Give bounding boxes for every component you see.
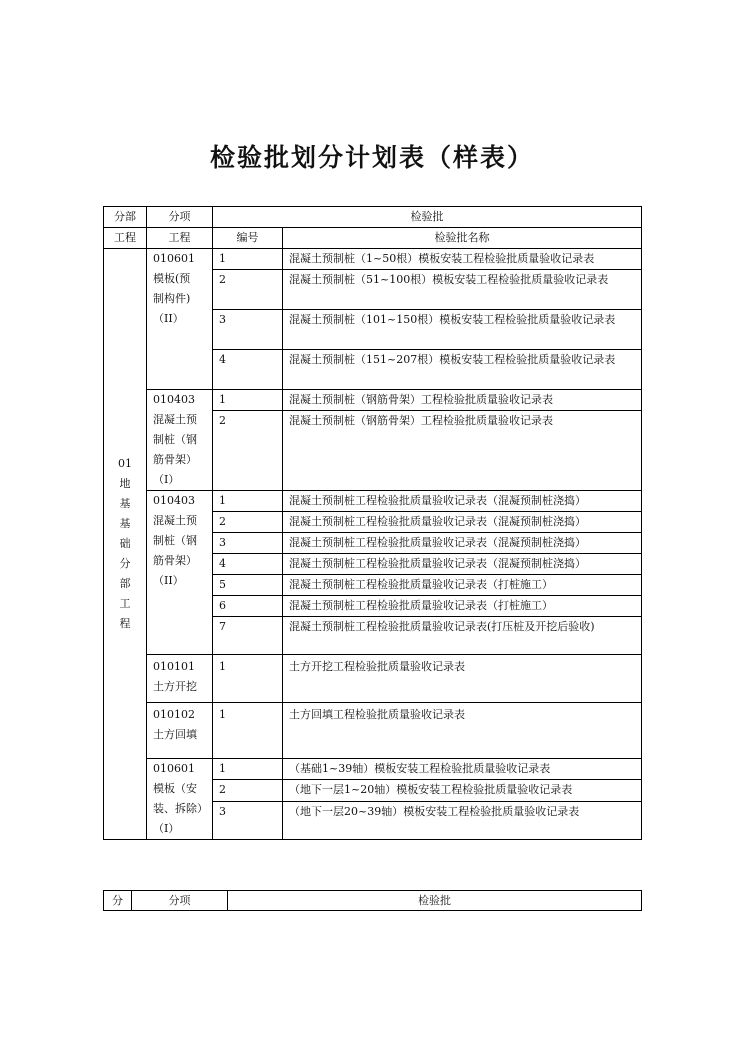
item-cell — [147, 249, 213, 390]
item-cell — [147, 759, 213, 840]
row-number: 1 — [213, 249, 283, 270]
row-number: 3 — [213, 801, 283, 840]
item-line: 制桩（钢 — [153, 534, 197, 547]
row-name: 混凝土预制桩（1~50根）模板安装工程检验批质量验收记录表 — [283, 249, 642, 270]
row-name: 混凝土预制桩（51~100根）模板安装工程检验批质量验收记录表 — [283, 270, 642, 310]
row-number: 3 — [213, 310, 283, 350]
item-cell — [147, 703, 213, 759]
header-fenxiang-1: 分项 — [147, 207, 213, 228]
item-line: （I） — [153, 822, 180, 835]
row-number: 2 — [213, 780, 283, 801]
item-line: 模板（安 — [153, 782, 197, 795]
row-number: 4 — [213, 350, 283, 390]
item-line: 010403 — [153, 494, 195, 507]
row-name: （基础1~39轴）模板安装工程检验批质量验收记录表 — [283, 759, 642, 780]
item-line: 010403 — [153, 393, 195, 406]
second-header-inspection-batch: 检验批 — [228, 891, 642, 911]
header-number: 编号 — [213, 228, 283, 249]
inspection-batch-table — [103, 206, 642, 840]
item-cell — [147, 491, 213, 655]
row-number: 3 — [213, 533, 283, 554]
row-name: 混凝土预制桩工程检验批质量验收记录表(打压桩及开挖后验收) — [283, 617, 642, 655]
row-number: 7 — [213, 617, 283, 655]
item-line: （I） — [153, 473, 180, 486]
row-number: 5 — [213, 575, 283, 596]
second-table-header — [103, 890, 642, 911]
row-name: 混凝土预制桩工程检验批质量验收记录表（混凝预制桩浇捣） — [283, 554, 642, 575]
row-number: 1 — [213, 390, 283, 411]
item-line: 土方开挖 — [153, 680, 197, 693]
item-line: 模板(预 — [153, 272, 191, 285]
item-line: 制桩（钢 — [153, 433, 197, 446]
row-number: 1 — [213, 491, 283, 512]
header-fenbu-1: 分部 — [104, 207, 147, 228]
row-number: 2 — [213, 512, 283, 533]
item-line: 筋骨架） — [153, 453, 197, 466]
row-number: 2 — [213, 411, 283, 491]
row-name: 土方开挖工程检验批质量验收记录表 — [283, 655, 642, 703]
part-line: 部 — [119, 577, 131, 590]
item-line: （II） — [153, 312, 184, 325]
item-line: 010101 — [153, 660, 195, 673]
part-line: 基 — [119, 517, 131, 530]
part-line: 工 — [119, 597, 131, 610]
row-name: 混凝土预制桩工程检验批质量验收记录表（混凝预制桩浇捣） — [283, 512, 642, 533]
row-number: 4 — [213, 554, 283, 575]
item-cell — [147, 390, 213, 491]
part-line: 程 — [119, 617, 131, 630]
item-line: 土方回填 — [153, 728, 197, 741]
item-cell — [147, 655, 213, 703]
row-name: 混凝土预制桩（钢筋骨架）工程检验批质量验收记录表 — [283, 390, 642, 411]
row-name: （地下一层20~39轴）模板安装工程检验批质量验收记录表 — [283, 801, 642, 840]
row-name: 混凝土预制桩工程检验批质量验收记录表（混凝预制桩浇捣） — [283, 533, 642, 554]
item-line: 010102 — [153, 708, 195, 721]
row-number: 1 — [213, 703, 283, 759]
row-number: 1 — [213, 759, 283, 780]
row-name: 混凝土预制桩工程检验批质量验收记录表（混凝预制桩浇捣） — [283, 491, 642, 512]
row-name: （地下一层1~20轴）模板安装工程检验批质量验收记录表 — [283, 780, 642, 801]
item-line: 010601 — [153, 762, 195, 775]
part-line: 基 — [119, 497, 131, 510]
header-fenxiang-2: 工程 — [147, 228, 213, 249]
second-header-fenbu: 分 — [104, 891, 132, 911]
item-line: 混凝土预 — [153, 413, 197, 426]
row-name: 混凝土预制桩（钢筋骨架）工程检验批质量验收记录表 — [283, 411, 642, 491]
header-inspection-batch: 检验批 — [213, 207, 642, 228]
header-batch-name: 检验批名称 — [283, 228, 642, 249]
item-line: 混凝土预 — [153, 514, 197, 527]
part-line: 地 — [119, 477, 131, 490]
part-line: 分 — [119, 557, 131, 570]
row-name: 混凝土预制桩工程检验批质量验收记录表（打桩施工） — [283, 575, 642, 596]
row-name: 混凝土预制桩工程检验批质量验收记录表（打桩施工） — [283, 596, 642, 617]
row-name: 混凝土预制桩（151~207根）模板安装工程检验批质量验收记录表 — [283, 350, 642, 390]
item-line: 筋骨架） — [153, 554, 197, 567]
part-line: 础 — [119, 537, 131, 550]
part-line: 01 — [118, 457, 132, 470]
row-number: 6 — [213, 596, 283, 617]
item-line: 010601 — [153, 252, 195, 265]
item-line: （II） — [153, 574, 184, 587]
row-number: 1 — [213, 655, 283, 703]
part-cell — [104, 249, 147, 840]
row-name: 土方回填工程检验批质量验收记录表 — [283, 703, 642, 759]
row-number: 2 — [213, 270, 283, 310]
page-title: 检验批划分计划表（样表） — [209, 143, 534, 172]
second-header-fenxiang: 分项 — [132, 891, 228, 911]
row-name: 混凝土预制桩（101~150根）模板安装工程检验批质量验收记录表 — [283, 310, 642, 350]
item-line: 制构件) — [153, 292, 191, 305]
item-line: 装、拆除） — [153, 802, 208, 815]
header-fenbu-2: 工程 — [104, 228, 147, 249]
